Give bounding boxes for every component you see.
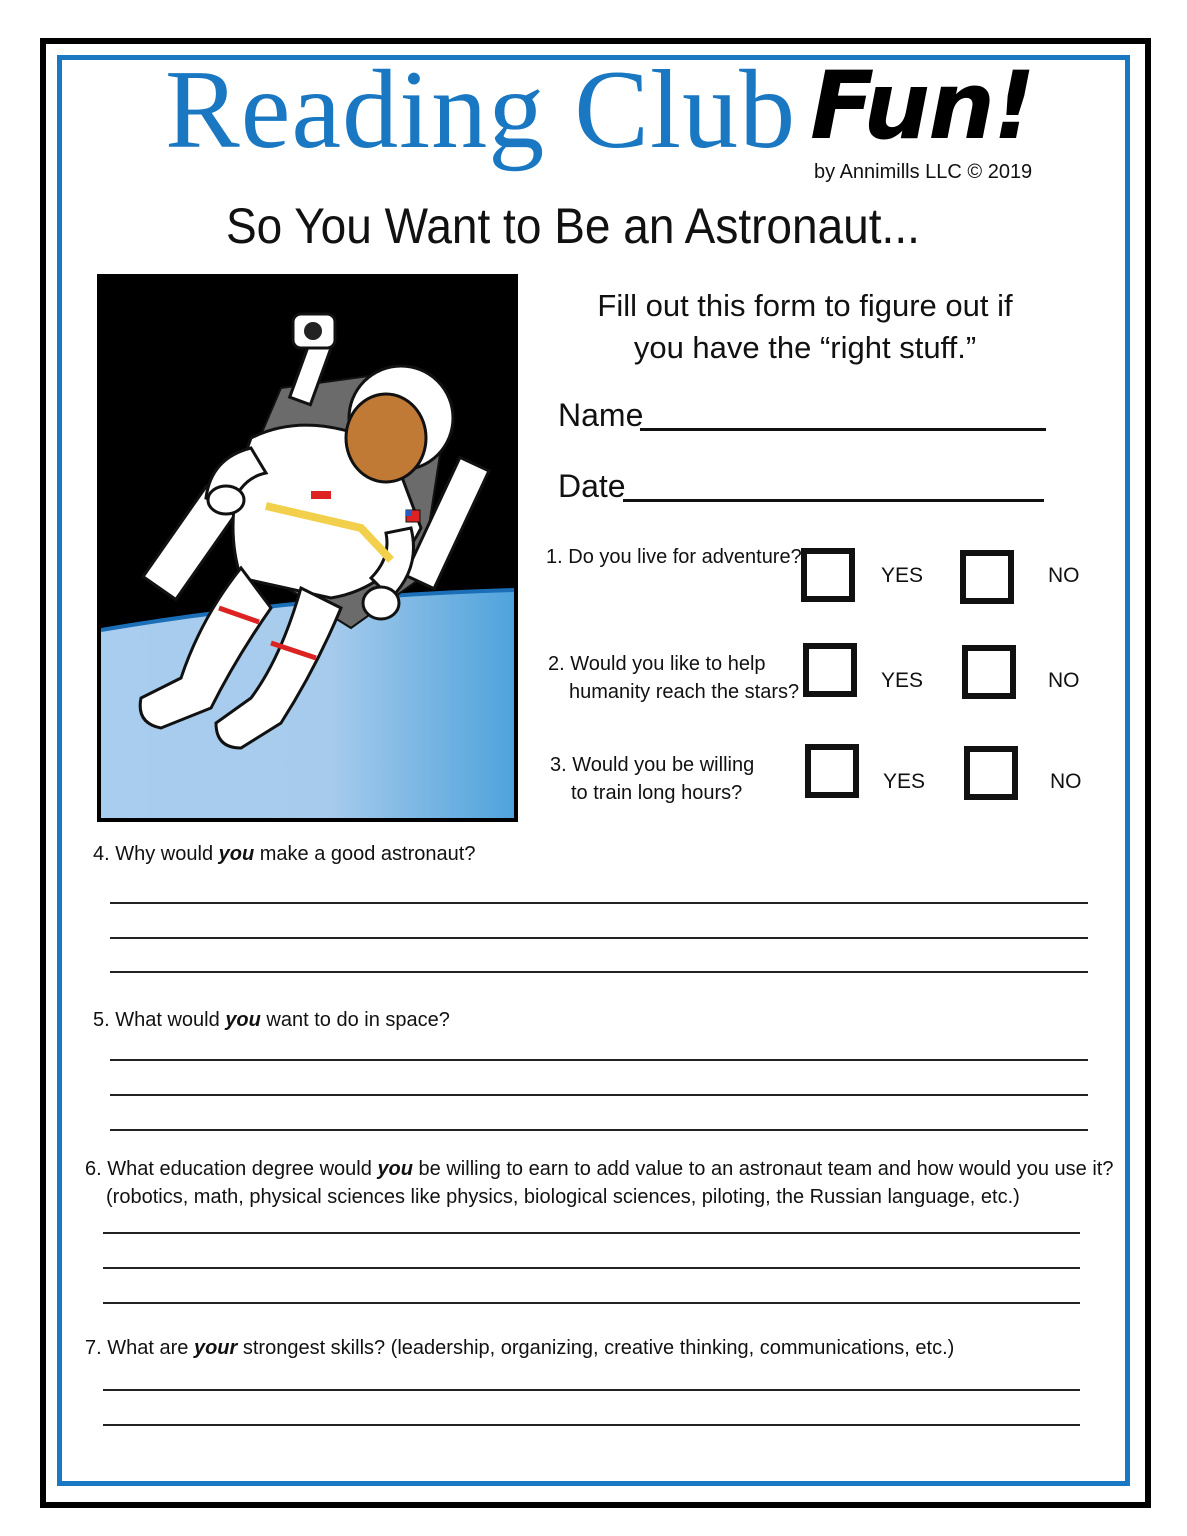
q2-yes-label: YES — [881, 669, 924, 692]
q3-no-checkbox[interactable] — [964, 746, 1018, 800]
q2-no-label: NO — [1048, 669, 1080, 692]
q6-answer-line-3[interactable] — [103, 1302, 1080, 1304]
question-7: 7. What are your strongest skills? (leadership, organizing, creative thinking, communications, etc.) — [85, 1337, 955, 1359]
q2-yes-checkbox[interactable] — [803, 643, 857, 697]
intro-line-1: Fill out this form to figure out if — [597, 288, 1013, 323]
title-main: Reading Club — [165, 48, 797, 172]
q4-answer-line-2[interactable] — [110, 937, 1088, 939]
question-2: 2. Would you like to help humanity reach the stars? — [548, 653, 800, 703]
q7-answer-line-1[interactable] — [103, 1389, 1080, 1391]
q6-answer-line-2[interactable] — [103, 1267, 1080, 1269]
byline: by Annimills LLC © 2019 — [814, 161, 1033, 183]
q1-no-label: NO — [1048, 564, 1080, 587]
form-intro — [560, 285, 1050, 369]
q3-yes-label: YES — [883, 770, 926, 793]
question-1: 1. Do you live for adventure? — [546, 546, 802, 568]
q5-answer-line-1[interactable] — [110, 1059, 1088, 1061]
q1-yes-label: YES — [881, 564, 924, 587]
q4-answer-line-3[interactable] — [110, 971, 1088, 973]
question-6: 6. What education degree would you be willing to earn to add value to an astronaut team and how would you use it? (robotics, math, physical sciences like physics, biological sciences, piloting, the Russian language, etc.) — [85, 1155, 1113, 1211]
q4-answer-line-1[interactable] — [110, 902, 1088, 904]
question-6-hint: (robotics, math, physical sciences like physics, biological sciences, piloting, the Russian language, etc.) — [106, 1186, 1020, 1208]
astronaut-illustration — [97, 274, 518, 822]
q6-answer-line-1[interactable] — [103, 1232, 1080, 1234]
q1-no-checkbox[interactable] — [960, 550, 1014, 604]
name-field[interactable] — [640, 428, 1046, 431]
worksheet-subtitle: So You Want to Be an Astronaut... — [226, 198, 920, 254]
question-3: 3. Would you be willing to train long hours? — [550, 754, 755, 804]
date-label: Date — [558, 468, 626, 504]
question-5: 5. What would you want to do in space? — [93, 1009, 450, 1031]
question-4: 4. Why would you make a good astronaut? — [93, 843, 476, 865]
astronaut-icon — [101, 278, 514, 818]
q3-yes-checkbox[interactable] — [805, 744, 859, 798]
q5-answer-line-3[interactable] — [110, 1129, 1088, 1131]
q5-answer-line-2[interactable] — [110, 1094, 1088, 1096]
intro-line-2: you have the “right stuff.” — [633, 330, 977, 365]
q2-no-checkbox[interactable] — [962, 645, 1016, 699]
title-accent: Fun! — [810, 52, 1034, 161]
q7-answer-line-2[interactable] — [103, 1424, 1080, 1426]
q1-yes-checkbox[interactable] — [801, 548, 855, 602]
name-label: Name — [558, 397, 644, 433]
q3-no-label: NO — [1050, 770, 1082, 793]
date-field[interactable] — [623, 499, 1044, 502]
